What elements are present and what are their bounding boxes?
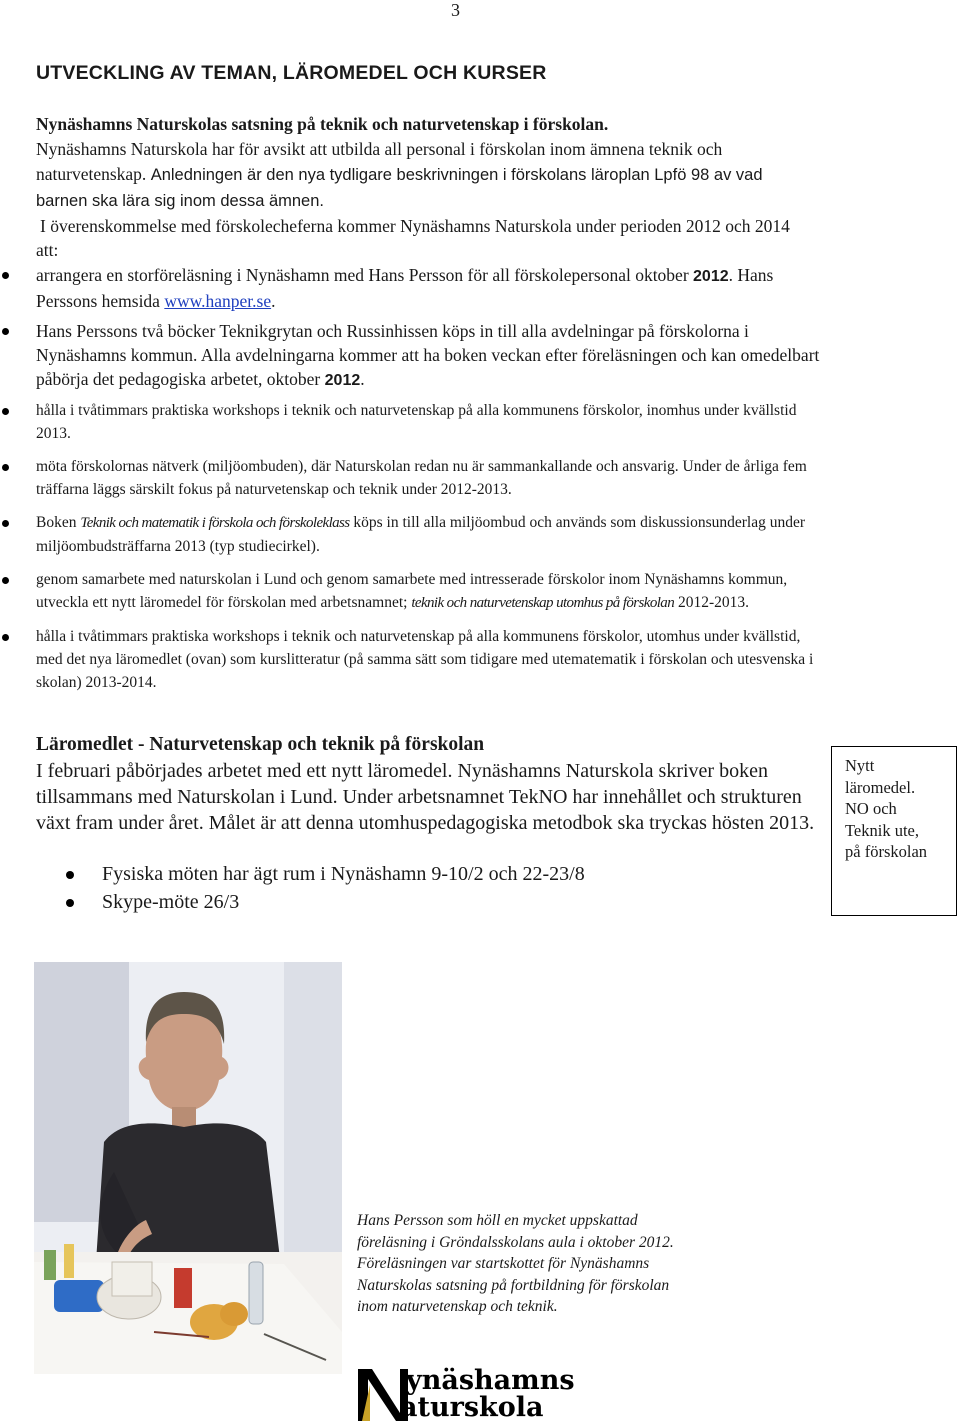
item-text: hålla i tvåtimmars praktiska workshops i teknik och naturvetenskap på alla kommunens förskolor, utomhus under kvällstid, med det nya läromedlet (ovan) som kurslitteratur (på samma sätt som tidigare med utematematik i förskolan och utesvenska i skolan) 2013-2014. xyxy=(36,628,814,691)
logo-word: ynäshamns xyxy=(406,1365,575,1396)
item-text: 2012-2013. xyxy=(674,594,750,611)
bullet-icon xyxy=(66,871,74,879)
note-line: läromedel. xyxy=(845,777,916,797)
list-item xyxy=(0,625,830,694)
note-line: NO och xyxy=(845,799,897,818)
item-text: arrangera en storföreläsning i Nynäshamn med Hans Persson för all förskolepersonal oktober xyxy=(36,265,689,285)
bullet-icon xyxy=(2,408,9,415)
photo-illustration xyxy=(34,962,342,1374)
sidebar-note-box xyxy=(831,746,957,916)
list-item xyxy=(0,319,830,393)
list-item xyxy=(0,399,830,445)
meeting-text: Skype-möte 26/3 xyxy=(102,891,240,913)
section-body: I februari påbörjades arbetet med ett nytt läromedel. Nynäshamns Naturskola skriver boken tillsammans med Naturskolan i Lund. Under arbetsnamnet TekNO har innehållet och strukturen växt fram under året. Målet är att denna utomhuspedagogiska metodbok ska tryckas hösten 2013. xyxy=(36,760,815,834)
list-item xyxy=(66,860,585,888)
item-text: köps in till alla miljöombud och används som diskussionsunderlag under miljöombudsträffarna 2013 (typ studiecirkel). xyxy=(36,514,806,555)
intro-line-3: Anledningen är den nya tydligare beskrivningen i förskolans läroplan Lpfö 98 av vad barnen ska lära sig inom dessa ämnen. xyxy=(36,166,763,210)
meeting-text: Fysiska möten har ägt rum i Nynäshamn 9-10/2 och 22-23/8 xyxy=(102,863,585,885)
bullet-icon xyxy=(2,634,9,641)
item-text: genom samarbete med naturskolan i Lund och genom samarbete med intresserade förskolor inom Nynäshamns kommun, utveckla ett nytt läromedel för förskolan med arbetsnamnet; xyxy=(36,571,788,611)
logo-text xyxy=(356,1365,575,1423)
photo-caption: Hans Persson som höll en mycket uppskattad föreläsning i Gröndalsskolans aula i oktober 2012. Föreläsningen var startskottet för Nynäshamns Naturskolas satsning på fortbildning för förskolan inom naturvetenskap och teknik. xyxy=(357,1212,674,1315)
agreement-paragraph xyxy=(36,214,806,262)
item-year: 2012 xyxy=(324,372,361,389)
item-text: Hans Perssons två böcker Teknikgrytan och Russinhissen köps in till alla avdelningar på förskolorna i Nynäshamns kommun. xyxy=(36,321,749,365)
agreement-text: I överenskommelse med förskolecheferna kommer Nynäshamns Naturskola under perioden 2012 och 2014 att: xyxy=(36,216,790,260)
action-list xyxy=(0,263,830,700)
list-item xyxy=(66,888,585,916)
list-item xyxy=(0,511,830,558)
list-item xyxy=(0,455,830,501)
list-item xyxy=(0,263,830,313)
item-text: . Hans Perssons hemsida xyxy=(36,265,774,311)
page-heading: UTVECKLING AV TEMAN, LÄROMEDEL OCH KURSER xyxy=(36,62,547,84)
bullet-icon xyxy=(2,464,9,471)
note-line: Nytt xyxy=(845,756,875,775)
intro-line-2: Nynäshamns Naturskola har för avsikt att utbilda all personal i förskolan inom ämnena teknik och naturvetenskap. xyxy=(36,139,723,184)
item-text: möta förskolornas nätverk (miljöombuden), där Naturskolan redan nu är sammankallande och ansvarig. Under de årliga fem träffarna läggs särskilt fokus på naturvetenskap och teknik under 2012-2013. xyxy=(36,458,807,498)
item-text: . xyxy=(271,291,276,311)
item-year: 2012 xyxy=(693,268,729,285)
book-title: Teknik och matematik i förskola och förskoleklass xyxy=(80,515,350,531)
bullet-icon xyxy=(2,272,9,279)
bullet-icon xyxy=(2,577,9,584)
item-text: Boken xyxy=(36,514,81,531)
bullet-icon xyxy=(2,520,9,527)
working-title: teknik och naturvetenskap utomhus på förskolan xyxy=(411,595,675,611)
page-number: 3 xyxy=(451,0,460,20)
intro-bold-line: Nynäshamns Naturskolas satsning på teknik och naturvetenskap i förskolan. xyxy=(36,114,609,134)
intro-paragraph xyxy=(36,112,806,214)
naturskola-logo xyxy=(356,1365,575,1423)
item-text: Alla avdelningarna kommer att ha boken veckan efter föreläsningen och kan omedelbart påbörja det pedagogiska arbetet, oktober xyxy=(36,345,820,389)
list-item xyxy=(0,568,830,615)
homepage-link[interactable]: www.hanper.se xyxy=(164,291,272,311)
note-line: Teknik ute, xyxy=(845,820,919,840)
section-title: Läromedlet - Naturvetenskap och teknik på förskolan xyxy=(36,734,485,755)
bullet-icon xyxy=(2,328,9,335)
bullet-icon xyxy=(66,899,74,907)
photo-hans-persson xyxy=(34,962,342,1374)
logo-word: aturskola xyxy=(400,1392,544,1423)
note-line: på förskolan xyxy=(845,842,928,861)
item-text: . xyxy=(360,369,365,389)
item-text: hålla i tvåtimmars praktiska workshops i teknik och naturvetenskap på alla kommunens förskolor, inomhus under kvällstid 2013. xyxy=(36,402,797,442)
meetings-list xyxy=(66,860,585,916)
